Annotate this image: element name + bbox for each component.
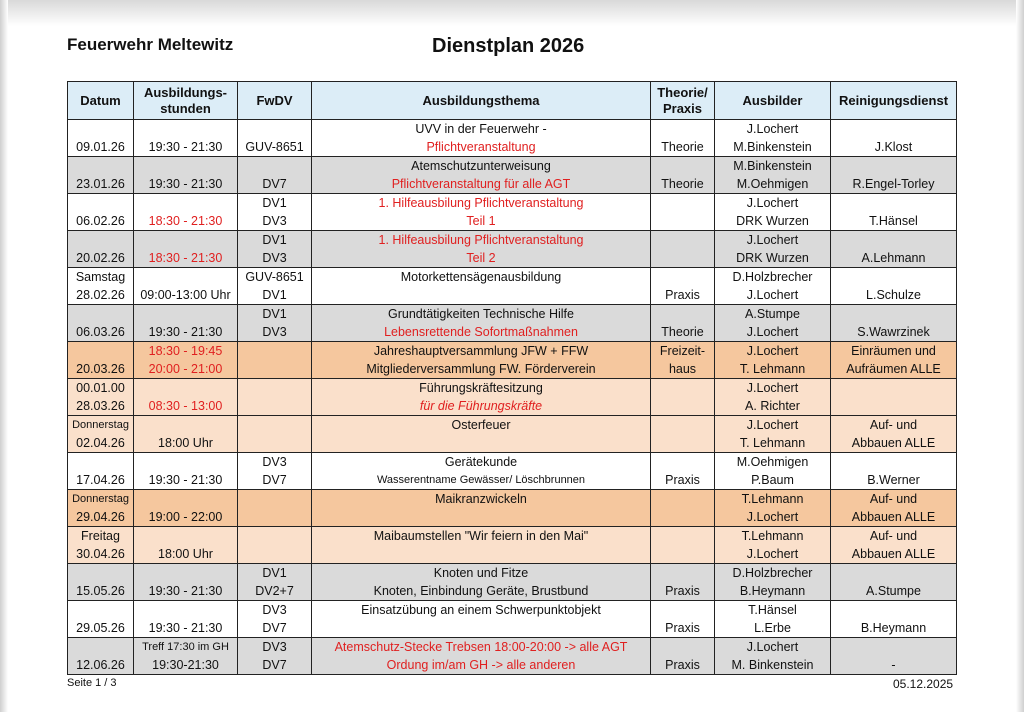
fwdv-line2: DV7 bbox=[262, 621, 287, 635]
tp-line1 bbox=[653, 194, 712, 212]
datum-line2: 20.02.26 bbox=[76, 251, 125, 265]
reinigung-line1 bbox=[833, 453, 954, 471]
thema-line2: für die Führungskräfte bbox=[419, 399, 543, 413]
zeit-line1 bbox=[136, 601, 235, 619]
tp-line1 bbox=[653, 379, 712, 397]
reinigung-line2: J.Klost bbox=[874, 140, 913, 154]
document-title: Dienstplan 2026 bbox=[432, 35, 585, 57]
thema-line1: Maibaumstellen "Wir feiern in den Mai" bbox=[373, 529, 589, 543]
tp-line1 bbox=[653, 231, 712, 249]
table-row bbox=[68, 490, 957, 527]
zeit-line1 bbox=[136, 305, 235, 323]
datum-line1: Donnerstag bbox=[72, 493, 129, 505]
ausbilder-line2: M.Oehmigen bbox=[736, 177, 809, 191]
fwdv-line1: DV1 bbox=[262, 196, 287, 210]
reinigung-line2: Abbauen ALLE bbox=[851, 436, 936, 450]
thema-line1: Osterfeuer bbox=[451, 418, 511, 432]
col-header-datum: Datum bbox=[68, 82, 134, 120]
tp-line1 bbox=[653, 564, 712, 582]
table-row bbox=[68, 638, 957, 675]
thema-line2: Ordung im/am GH -> alle anderen bbox=[386, 658, 576, 672]
fwdv-line2: DV2+7 bbox=[255, 584, 294, 598]
ausbilder-line2: A. Richter bbox=[745, 399, 800, 413]
col-header-fwdv: FwDV bbox=[238, 82, 312, 120]
ausbilder-line1: J.Lochert bbox=[746, 381, 799, 395]
datum-line1 bbox=[70, 638, 131, 656]
reinigung-line2: A.Stumpe bbox=[866, 584, 921, 598]
reinigung-line1: Auf- und bbox=[869, 418, 918, 432]
zeit-line1 bbox=[136, 120, 235, 138]
tp-line2: Praxis bbox=[665, 658, 700, 672]
ausbilder-line1: J.Lochert bbox=[746, 233, 799, 247]
thema-line2 bbox=[314, 545, 648, 563]
col-header-stunden: Ausbildungs-stunden bbox=[134, 82, 238, 120]
ausbilder-line2: L.Erbe bbox=[754, 621, 791, 635]
reinigung-line1 bbox=[833, 638, 954, 656]
thema-line2: Wasserentname Gewässer/ Löschbrunnen bbox=[376, 474, 586, 486]
thema-line1: 1. Hilfeausbilung Pflichtveranstaltung bbox=[378, 233, 584, 247]
ausbilder-line2: T. Lehmann bbox=[739, 436, 806, 450]
reinigung-line2: T.Hänsel bbox=[869, 214, 918, 228]
tp-line2 bbox=[653, 397, 712, 415]
ausbilder-line1: A.Stumpe bbox=[745, 307, 800, 321]
ausbilder-line1: J.Lochert bbox=[746, 640, 799, 654]
zeit-line1 bbox=[136, 564, 235, 582]
fwdv-line2: DV3 bbox=[262, 325, 287, 339]
fwdv-line2 bbox=[240, 434, 309, 452]
datum-line2: 29.04.26 bbox=[76, 510, 125, 524]
datum-line2: 09.01.26 bbox=[76, 140, 125, 154]
thema-line1: Atemschutz-Stecke Trebsen 18:00-20:00 -> alle AGT bbox=[334, 640, 628, 654]
fwdv-line1 bbox=[240, 527, 309, 545]
zeit-line2: 09:00-13:00 Uhr bbox=[140, 288, 231, 302]
reinigung-line1 bbox=[833, 379, 954, 397]
thema-line2: Pflichtveranstaltung für alle AGT bbox=[391, 177, 571, 191]
datum-line1 bbox=[70, 194, 131, 212]
tp-line1 bbox=[653, 305, 712, 323]
tp-line1 bbox=[653, 268, 712, 286]
fwdv-line2: GUV-8651 bbox=[245, 140, 304, 154]
zeit-line1 bbox=[136, 231, 235, 249]
zeit-line2: 08:30 - 13:00 bbox=[148, 399, 223, 413]
ausbilder-line1: D.Holzbrecher bbox=[732, 566, 813, 580]
reinigung-line1: Auf- und bbox=[869, 529, 918, 543]
reinigung-line2: B.Werner bbox=[867, 473, 920, 487]
fwdv-line1 bbox=[240, 342, 309, 360]
fwdv-line1 bbox=[240, 157, 309, 175]
zeit-line2: 18:30 - 21:30 bbox=[148, 214, 223, 228]
reinigung-line2 bbox=[833, 397, 954, 415]
thema-line1: Einsatzübung an einem Schwerpunktobjekt bbox=[361, 603, 601, 617]
ausbilder-line1: T.Hänsel bbox=[748, 603, 797, 617]
zeit-line2: 19:30 - 21:30 bbox=[148, 621, 223, 635]
tp-line2: Praxis bbox=[665, 288, 700, 302]
reinigung-line2: Abbauen ALLE bbox=[851, 547, 936, 561]
thema-line2: Teil 2 bbox=[466, 251, 496, 265]
thema-highlight: Pflichtveranstaltung bbox=[426, 140, 536, 154]
zeit-line2: 19:30 - 21:30 bbox=[148, 584, 223, 598]
datum-line1 bbox=[70, 453, 131, 471]
reinigung-line2: S.Wawrzinek bbox=[857, 325, 930, 339]
tp-line1 bbox=[653, 527, 712, 545]
thema-line2 bbox=[314, 508, 648, 526]
table-row bbox=[68, 194, 957, 231]
datum-line1: Donnerstag bbox=[72, 419, 129, 431]
tp-line1 bbox=[653, 416, 712, 434]
organization-name: Feuerwehr Meltewitz bbox=[67, 35, 234, 54]
thema-line2 bbox=[314, 434, 648, 452]
fwdv-line1: DV3 bbox=[262, 603, 287, 617]
datum-line2: 30.04.26 bbox=[76, 547, 125, 561]
thema-line1: Führungskräftesitzung bbox=[419, 381, 543, 395]
reinigung-line1 bbox=[833, 120, 954, 138]
col-header-thema: Ausbildungsthema bbox=[312, 82, 651, 120]
thema-line1: Jahreshauptversammlung JFW + FFW bbox=[373, 344, 589, 358]
col-header-reinigungsdienst: Reinigungsdienst bbox=[831, 82, 957, 120]
reinigung-line2: - bbox=[891, 658, 896, 672]
datum-line1 bbox=[70, 601, 131, 619]
fwdv-line2 bbox=[240, 508, 309, 526]
table-header-row bbox=[68, 82, 957, 120]
tp-line2: Praxis bbox=[665, 621, 700, 635]
table-row bbox=[68, 157, 957, 194]
tp-line1 bbox=[653, 120, 712, 138]
ausbilder-line1: J.Lochert bbox=[746, 344, 799, 358]
datum-line1 bbox=[70, 342, 131, 360]
zeit-line2: 18:00 Uhr bbox=[158, 547, 213, 561]
zeit-line2: 19:30 - 21:30 bbox=[148, 177, 223, 191]
tp-line2: Theorie bbox=[661, 177, 704, 191]
table-row bbox=[68, 601, 957, 638]
page-number: Seite 1 / 3 bbox=[67, 677, 117, 689]
datum-line1 bbox=[70, 157, 131, 175]
ausbilder-line2: DRK Wurzen bbox=[736, 214, 809, 228]
photo-edge-right bbox=[1016, 0, 1024, 712]
ausbilder-line2: T. Lehmann bbox=[739, 362, 806, 376]
tp-line1 bbox=[653, 638, 712, 656]
zeit-line1 bbox=[136, 268, 235, 286]
table-row bbox=[68, 416, 957, 453]
reinigung-line2: Aufräumen ALLE bbox=[846, 362, 941, 376]
reinigung-line1: Auf- und bbox=[869, 492, 918, 506]
tp-line1 bbox=[653, 601, 712, 619]
tp-line2 bbox=[653, 249, 712, 267]
tp-line2 bbox=[653, 545, 712, 563]
datum-line2: 06.02.26 bbox=[76, 214, 125, 228]
table-row bbox=[68, 268, 957, 305]
photo-edge-left bbox=[0, 0, 8, 712]
thema-line2: Teil 1 bbox=[466, 214, 496, 228]
reinigung-line2: L.Schulze bbox=[866, 288, 921, 302]
tp-line2 bbox=[653, 434, 712, 452]
table-row bbox=[68, 564, 957, 601]
tp-line2: Praxis bbox=[665, 584, 700, 598]
ausbilder-line2: J.Lochert bbox=[746, 325, 799, 339]
fwdv-line2: DV3 bbox=[262, 251, 287, 265]
thema-line1: Gerätekunde bbox=[444, 455, 518, 469]
tp-line2 bbox=[653, 212, 712, 230]
tp-line1: Freizeit- bbox=[659, 344, 706, 358]
ausbilder-line2: J.Lochert bbox=[746, 510, 799, 524]
fwdv-line1: DV1 bbox=[262, 307, 287, 321]
fwdv-line1: DV1 bbox=[262, 233, 287, 247]
table-row bbox=[68, 527, 957, 564]
zeit-line2: 19:00 - 22:00 bbox=[148, 510, 223, 524]
datum-line2: 02.04.26 bbox=[76, 436, 125, 450]
tp-line2: haus bbox=[668, 362, 697, 376]
zeit-line2: 20:00 - 21:00 bbox=[148, 362, 223, 376]
thema-line2: Lebensrettende Sofortmaßnahmen bbox=[384, 325, 578, 339]
ausbilder-line2: J.Lochert bbox=[746, 288, 799, 302]
zeit-line1 bbox=[136, 157, 235, 175]
tp-line2: Theorie bbox=[661, 325, 704, 339]
reinigung-line1 bbox=[833, 231, 954, 249]
ausbilder-line1: M.Binkenstein bbox=[733, 159, 812, 173]
tp-line1 bbox=[653, 157, 712, 175]
thema-line1: Atemschutzunterweisung bbox=[411, 159, 551, 173]
reinigung-line2: R.Engel-Torley bbox=[852, 177, 935, 191]
fwdv-line1 bbox=[240, 416, 309, 434]
thema-line1: Grundtätigkeiten Technische Hilfe bbox=[388, 307, 574, 321]
ausbilder-line1: D.Holzbrecher bbox=[732, 270, 813, 284]
fwdv-line2: DV7 bbox=[262, 177, 287, 191]
zeit-line2: 19:30 - 21:30 bbox=[148, 325, 223, 339]
ausbilder-line2: P.Baum bbox=[751, 473, 794, 487]
datum-line2: 28.03.26 bbox=[76, 399, 125, 413]
duty-schedule-table bbox=[67, 81, 957, 675]
zeit-line1 bbox=[136, 490, 235, 508]
fwdv-line2: DV1 bbox=[262, 288, 287, 302]
thema-line2 bbox=[314, 286, 648, 304]
reinigung-line2: B.Heymann bbox=[860, 621, 927, 635]
zeit-line2: 19:30 - 21:30 bbox=[148, 140, 223, 154]
zeit-line1 bbox=[136, 453, 235, 471]
zeit-line2: 19:30-21:30 bbox=[152, 658, 219, 672]
reinigung-line1 bbox=[833, 564, 954, 582]
reinigung-line2: Abbauen ALLE bbox=[851, 510, 936, 524]
table-row bbox=[68, 342, 957, 379]
datum-line1: Freitag bbox=[81, 529, 120, 543]
fwdv-line1 bbox=[240, 120, 309, 138]
reinigung-line1 bbox=[833, 601, 954, 619]
fwdv-line2 bbox=[240, 360, 309, 378]
zeit-line1: 18:30 - 19:45 bbox=[148, 344, 223, 358]
zeit-line1 bbox=[136, 379, 235, 397]
datum-line2: 17.04.26 bbox=[76, 473, 125, 487]
datum-line1 bbox=[70, 231, 131, 249]
ausbilder-line2: DRK Wurzen bbox=[736, 251, 809, 265]
datum-line2: 06.03.26 bbox=[76, 325, 125, 339]
col-header-theorie-praxis: Theorie/ Praxis bbox=[651, 82, 715, 120]
thema-line2: Mitgliederversammlung FW. Förderverein bbox=[366, 362, 596, 376]
thema-line2 bbox=[314, 619, 648, 637]
zeit-line2: 18:00 Uhr bbox=[158, 436, 213, 450]
thema-line1: 1. Hilfeausbilung Pflichtveranstaltung bbox=[378, 196, 584, 210]
table-row bbox=[68, 305, 957, 342]
fwdv-line1 bbox=[240, 490, 309, 508]
reinigung-line1 bbox=[833, 305, 954, 323]
tp-line2 bbox=[653, 508, 712, 526]
datum-line2: 15.05.26 bbox=[76, 584, 125, 598]
datum-line2: 28.02.26 bbox=[76, 288, 125, 302]
datum-line1: Samstag bbox=[75, 270, 126, 284]
thema-line1: Maikranzwickeln bbox=[435, 492, 527, 506]
ausbilder-line1: T.Lehmann bbox=[741, 492, 804, 506]
table-row bbox=[68, 379, 957, 416]
ausbilder-line1: J.Lochert bbox=[746, 418, 799, 432]
table-row bbox=[68, 453, 957, 490]
zeit-line1 bbox=[136, 194, 235, 212]
reinigung-line1 bbox=[833, 157, 954, 175]
datum-line2: 29.05.26 bbox=[76, 621, 125, 635]
fwdv-line2 bbox=[240, 397, 309, 415]
fwdv-line2: DV3 bbox=[262, 214, 287, 228]
datum-line1: 00.01.00 bbox=[76, 381, 125, 395]
ausbilder-line2: B.Heymann bbox=[739, 584, 806, 598]
zeit-line1 bbox=[136, 527, 235, 545]
fwdv-line2: DV7 bbox=[262, 473, 287, 487]
ausbilder-line1: J.Lochert bbox=[746, 196, 799, 210]
fwdv-line1 bbox=[240, 379, 309, 397]
datum-line2: 23.01.26 bbox=[76, 177, 125, 191]
reinigung-line1: Einräumen und bbox=[851, 344, 936, 358]
ausbilder-line1: J.Lochert bbox=[746, 122, 799, 136]
datum-line1 bbox=[70, 564, 131, 582]
zeit-line2: 19:30 - 21:30 bbox=[148, 473, 223, 487]
fwdv-line2: DV7 bbox=[262, 658, 287, 672]
thema-line2 bbox=[314, 138, 648, 156]
thema-line2: Knoten, Einbindung Geräte, Brustbund bbox=[373, 584, 589, 598]
thema-text: UVV in der Feuerwehr - bbox=[415, 122, 547, 136]
datum-line2: 12.06.26 bbox=[76, 658, 125, 672]
reinigung-line2: A.Lehmann bbox=[861, 251, 926, 265]
tp-line2: Praxis bbox=[665, 473, 700, 487]
fwdv-line1: GUV-8651 bbox=[245, 270, 304, 284]
document-date: 05.12.2025 bbox=[893, 677, 954, 691]
ausbilder-line1: T.Lehmann bbox=[741, 529, 804, 543]
datum-line1 bbox=[70, 120, 131, 138]
tp-line1 bbox=[653, 490, 712, 508]
ausbilder-line2: M. Binkenstein bbox=[731, 658, 814, 672]
ausbilder-line1: M.Oehmigen bbox=[736, 455, 809, 469]
photo-edge-top bbox=[0, 0, 1024, 26]
ausbilder-line2: M.Binkenstein bbox=[733, 140, 812, 154]
zeit-line1 bbox=[136, 416, 235, 434]
tp-line2: Theorie bbox=[661, 140, 704, 154]
fwdv-line1: DV3 bbox=[262, 455, 287, 469]
fwdv-line1: DV1 bbox=[262, 566, 287, 580]
zeit-line1: Treff 17:30 im GH bbox=[142, 641, 229, 653]
datum-line1 bbox=[70, 305, 131, 323]
reinigung-line1 bbox=[833, 194, 954, 212]
thema-line1: Knoten und Fitze bbox=[433, 566, 529, 580]
table-row bbox=[68, 231, 957, 268]
thema-line1: Motorkettensägenausbildung bbox=[400, 270, 562, 284]
reinigung-line1 bbox=[833, 268, 954, 286]
tp-line1 bbox=[653, 453, 712, 471]
zeit-line2: 18:30 - 21:30 bbox=[148, 251, 223, 265]
fwdv-line2 bbox=[240, 545, 309, 563]
ausbilder-line2: J.Lochert bbox=[746, 547, 799, 561]
table-row bbox=[68, 120, 957, 157]
col-header-ausbilder: Ausbilder bbox=[715, 82, 831, 120]
fwdv-line1: DV3 bbox=[262, 640, 287, 654]
datum-line2: 20.03.26 bbox=[76, 362, 125, 376]
